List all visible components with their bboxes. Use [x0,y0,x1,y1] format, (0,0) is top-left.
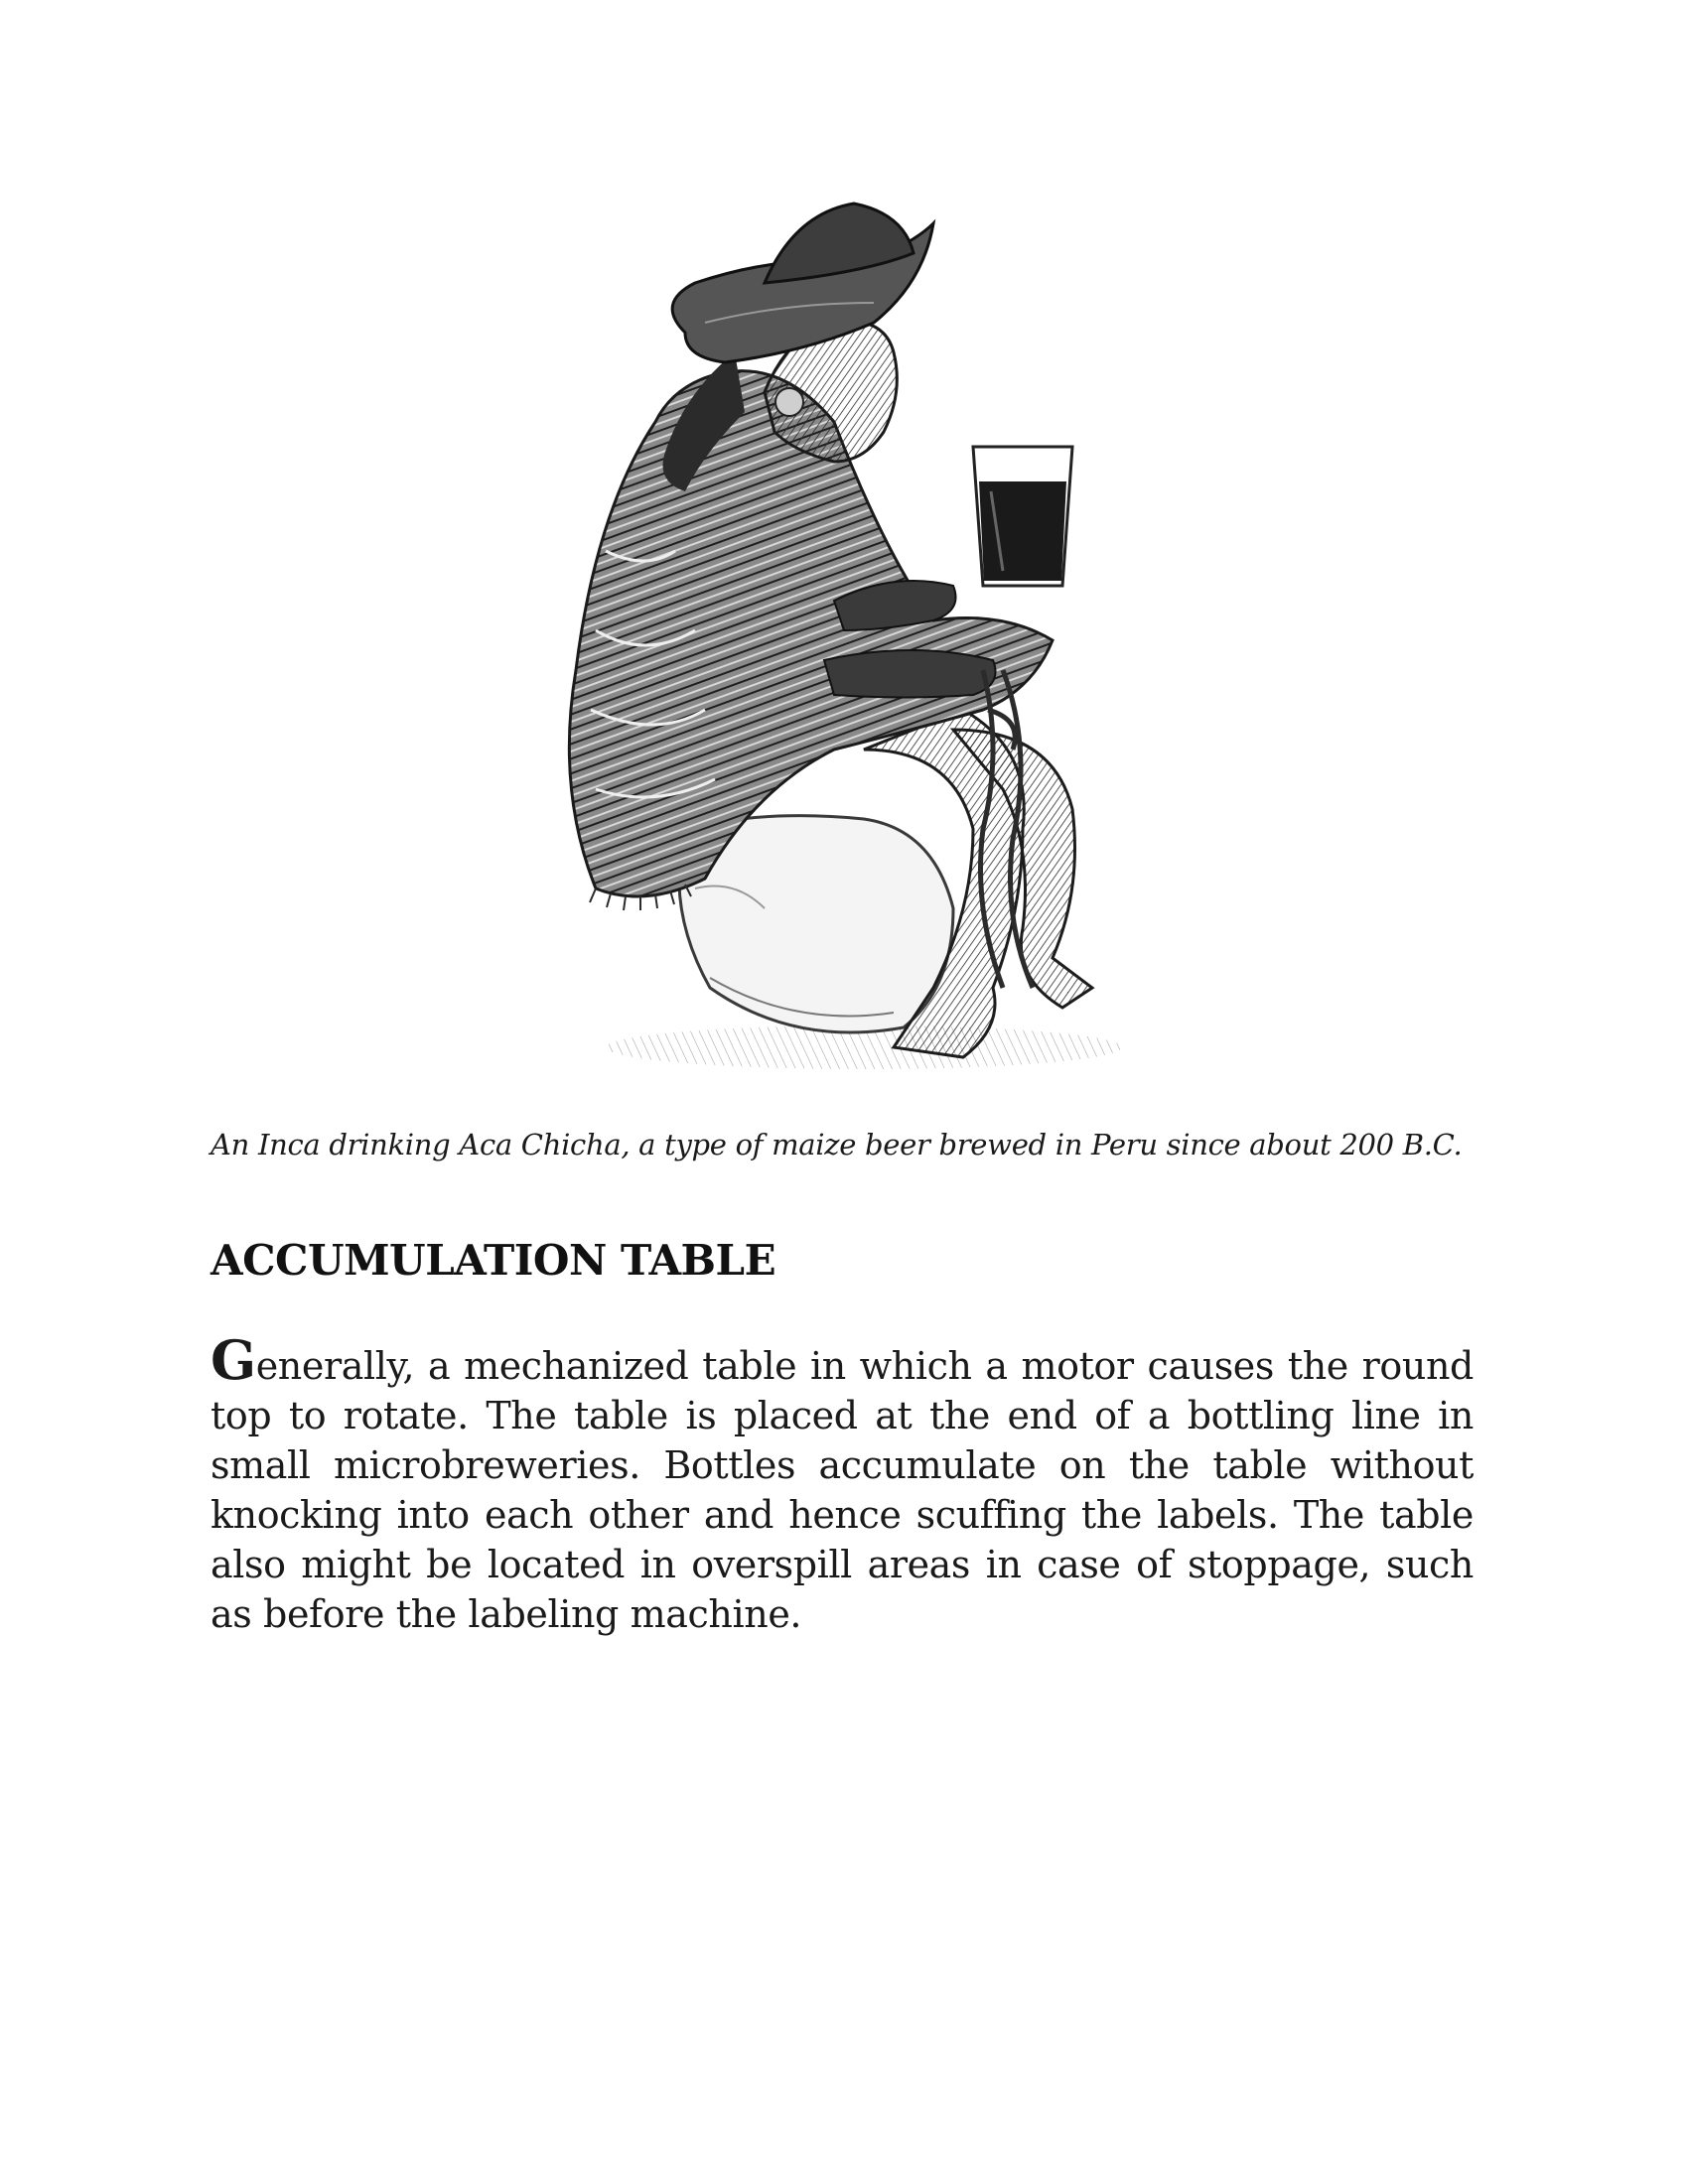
entry-heading: ACCUMULATION TABLE [211,1236,776,1285]
figure-caption: An Inca drinking Aca Chicha, a type of maize beer brewed in Peru since about 200 B.C. [211,1128,1463,1161]
entry-body-text: enerally, a mechanized table in which a motor causes the round top to rotate. The table is placed at the end of a bottling line in small microbreweries. Bottles accumulate on the table without knocking into each other and hence scuffing the labels. The table also might be located in overspill areas in case of stoppage, such as before the labeling machine. [211,1344,1474,1636]
inca-drinking-illustration [536,194,1152,1087]
drop-initial: G [211,1328,256,1392]
entry-body [211,1328,1474,1639]
